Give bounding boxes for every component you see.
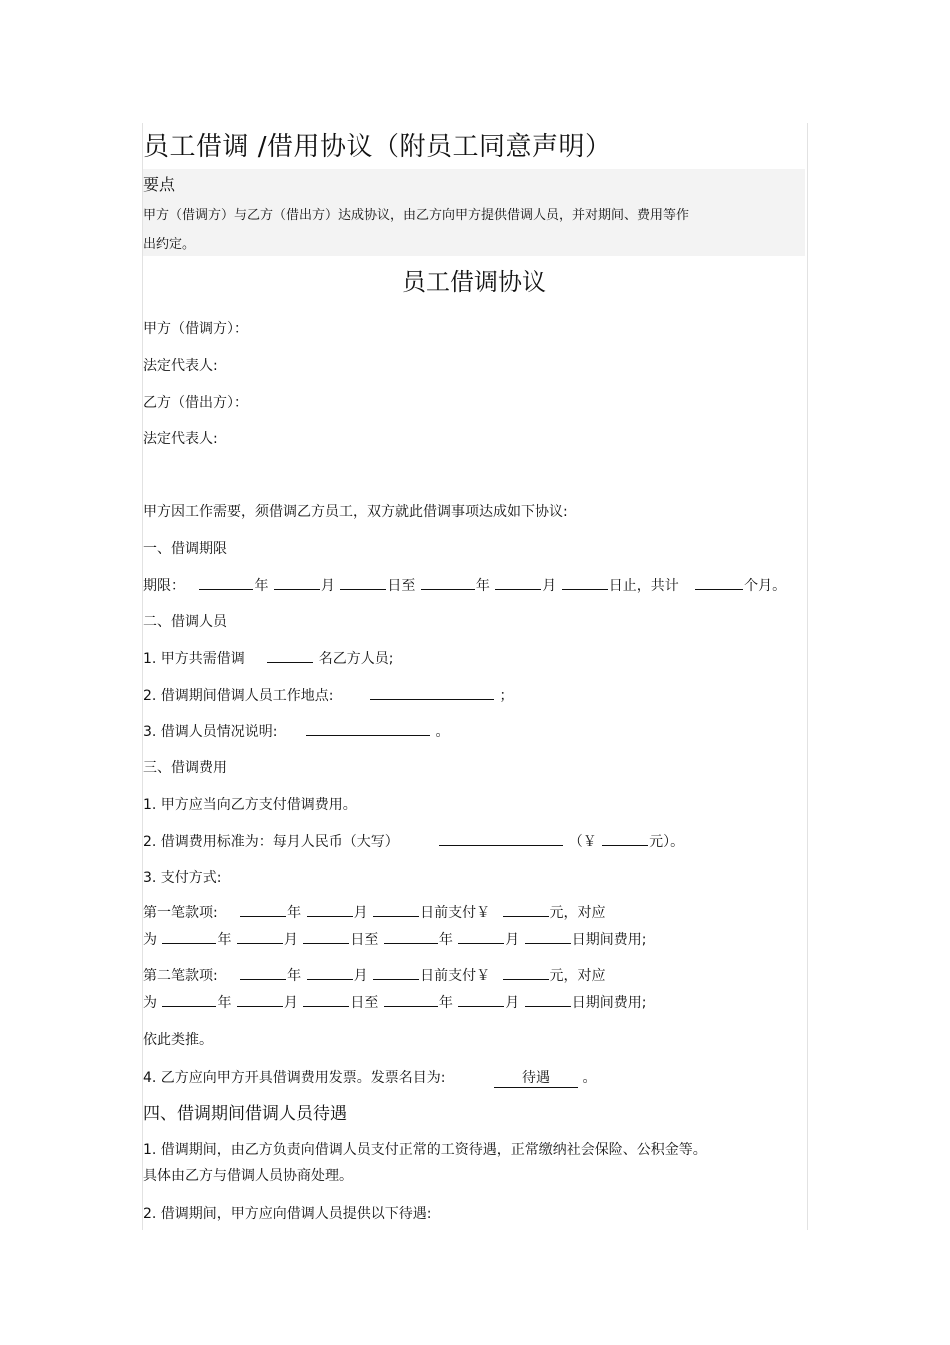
pay-for-label: 为 (143, 995, 157, 1011)
pay1-from-day-blank[interactable] (303, 929, 349, 944)
item-4-1-line-1: 1. 借调期间，由乙方负责向借调人员支付正常的工资待遇，正常缴纳社会保险、公积金等。 (143, 1142, 707, 1158)
pay-yuan-label: 元，对应 (549, 905, 606, 921)
month-label: 月 (320, 578, 335, 594)
item-3-4-suffix: 。 (582, 1070, 597, 1086)
pay1-from-year-blank[interactable] (162, 929, 216, 944)
year-label: 年 (438, 995, 453, 1011)
item-3-4-text: 4. 乙方应向甲方开具借调费用发票。发票名目为: (143, 1070, 446, 1086)
intro-line: 甲方因工作需要，须借调乙方员工，双方就此借调事项达成如下协议: (143, 504, 568, 520)
payment-2-line-1 (143, 965, 606, 985)
pay1-to-day-blank[interactable] (525, 929, 571, 944)
pay-for-label: 为 (143, 932, 157, 948)
item-2-3-text: 3. 借调人员情况说明: (143, 724, 278, 740)
document-title: 员工借调 /借用协议（附员工同意声明） (143, 132, 612, 162)
item-3-1: 1. 甲方应当向乙方支付借调费用。 (143, 797, 357, 813)
item-4-2: 2. 借调期间，甲方应向借调人员提供以下待遇: (143, 1206, 432, 1222)
pay2-amount-blank[interactable] (503, 965, 549, 980)
work-location-blank[interactable] (370, 685, 494, 700)
day-to-label: 日至 (350, 932, 379, 948)
section-4-title: 四、借调期间借调人员待遇 (143, 1104, 347, 1124)
etc-line: 依此类推。 (143, 1032, 213, 1048)
party-a-rep-line: 法定代表人: (143, 358, 218, 374)
section-1-title: 一、借调期限 (143, 541, 227, 557)
end-year-blank[interactable] (421, 575, 475, 590)
staff-description-blank[interactable] (306, 721, 430, 736)
item-2-3-suffix: 。 (435, 724, 450, 740)
year-label: 年 (287, 905, 302, 921)
end-month-blank[interactable] (495, 575, 541, 590)
pay1-year-blank[interactable] (240, 902, 286, 917)
item-2-3 (143, 721, 449, 741)
month-label: 月 (283, 932, 298, 948)
people-count-blank[interactable] (267, 648, 313, 663)
pay-before-label: 日前支付￥ (420, 905, 491, 921)
payment-1-label: 第一笔款项: (143, 905, 218, 921)
section-2-title: 二、借调人员 (143, 614, 227, 630)
item-2-1-text: 1. 甲方共需借调 (143, 651, 245, 667)
year-label: 年 (254, 578, 269, 594)
month-label: 月 (283, 995, 298, 1011)
pay2-from-month-blank[interactable] (237, 992, 283, 1007)
month-label: 月 (542, 578, 557, 594)
end-total-label: 日止，共计 (608, 578, 679, 594)
pay1-from-month-blank[interactable] (237, 929, 283, 944)
pay2-to-month-blank[interactable] (458, 992, 504, 1007)
pay1-month-blank[interactable] (307, 902, 353, 917)
pay2-day-blank[interactable] (373, 965, 419, 980)
party-a-line: 甲方（借调方）： (143, 321, 248, 337)
invoice-item-value[interactable]: 待遇 (494, 1067, 578, 1088)
payment-1-line-1 (143, 902, 606, 922)
month-label: 月 (353, 968, 368, 984)
section-3-title: 三、借调费用 (143, 760, 227, 776)
period-end-label: 日期间费用; (571, 995, 647, 1011)
yen-open: （￥ (568, 834, 597, 850)
month-label: 月 (353, 905, 368, 921)
pay2-from-day-blank[interactable] (303, 992, 349, 1007)
year-label: 年 (217, 995, 232, 1011)
payment-2-line-2 (143, 992, 646, 1012)
start-month-blank[interactable] (274, 575, 320, 590)
pay2-year-blank[interactable] (240, 965, 286, 980)
months-label: 个月。 (744, 578, 787, 594)
party-b-line: 乙方（借出方）： (143, 395, 248, 411)
term-label: 期限： (143, 578, 185, 594)
item-3-2-suffix: 元）。 (649, 834, 685, 850)
item-4-1-line-2: 具体由乙方与借调人员协商处理。 (143, 1168, 353, 1184)
pay1-day-blank[interactable] (373, 902, 419, 917)
term-line (143, 575, 786, 595)
pay2-month-blank[interactable] (307, 965, 353, 980)
pay1-amount-blank[interactable] (503, 902, 549, 917)
fee-uppercase-blank[interactable] (439, 831, 563, 846)
item-2-2-suffix: ； (499, 688, 514, 704)
month-label: 月 (505, 995, 520, 1011)
year-label: 年 (475, 578, 490, 594)
item-3-2 (143, 831, 684, 851)
months-count-blank[interactable] (695, 575, 743, 590)
item-2-1 (143, 648, 393, 668)
summary-line-2: 出约定。 (143, 237, 196, 252)
item-3-2-text: 2. 借调费用标准为：每月人民币（大写） (143, 834, 399, 850)
item-2-2-text: 2. 借调期间借调人员工作地点: (143, 688, 334, 704)
period-end-label: 日期间费用; (571, 932, 647, 948)
pay2-to-day-blank[interactable] (525, 992, 571, 1007)
party-b-rep-line: 法定代表人: (143, 431, 218, 447)
item-3-3: 3. 支付方式: (143, 870, 222, 886)
pay1-to-month-blank[interactable] (458, 929, 504, 944)
payment-1-line-2 (143, 929, 646, 949)
pay-before-label: 日前支付￥ (420, 968, 491, 984)
summary-heading: 要点 (143, 175, 176, 194)
year-label: 年 (217, 932, 232, 948)
pay-yuan-label: 元，对应 (549, 968, 606, 984)
pay2-from-year-blank[interactable] (162, 992, 216, 1007)
pay1-to-year-blank[interactable] (384, 929, 438, 944)
start-year-blank[interactable] (199, 575, 253, 590)
payment-2-label: 第二笔款项: (143, 968, 218, 984)
year-label: 年 (287, 968, 302, 984)
agreement-title: 员工借调协议 (402, 268, 546, 296)
fee-amount-blank[interactable] (602, 831, 648, 846)
month-label: 月 (505, 932, 520, 948)
item-2-1-suffix: 名乙方人员; (318, 651, 394, 667)
year-label: 年 (438, 932, 453, 948)
start-day-blank[interactable] (340, 575, 386, 590)
item-2-2 (143, 685, 513, 705)
item-3-4 (143, 1067, 596, 1088)
day-to-label: 日至 (387, 578, 416, 594)
summary-line-1: 甲方（借调方）与乙方（借出方）达成协议，由乙方向甲方提供借调人员，并对期间、费用等作 (143, 208, 690, 223)
day-to-label: 日至 (350, 995, 379, 1011)
end-day-blank[interactable] (562, 575, 608, 590)
pay2-to-year-blank[interactable] (384, 992, 438, 1007)
